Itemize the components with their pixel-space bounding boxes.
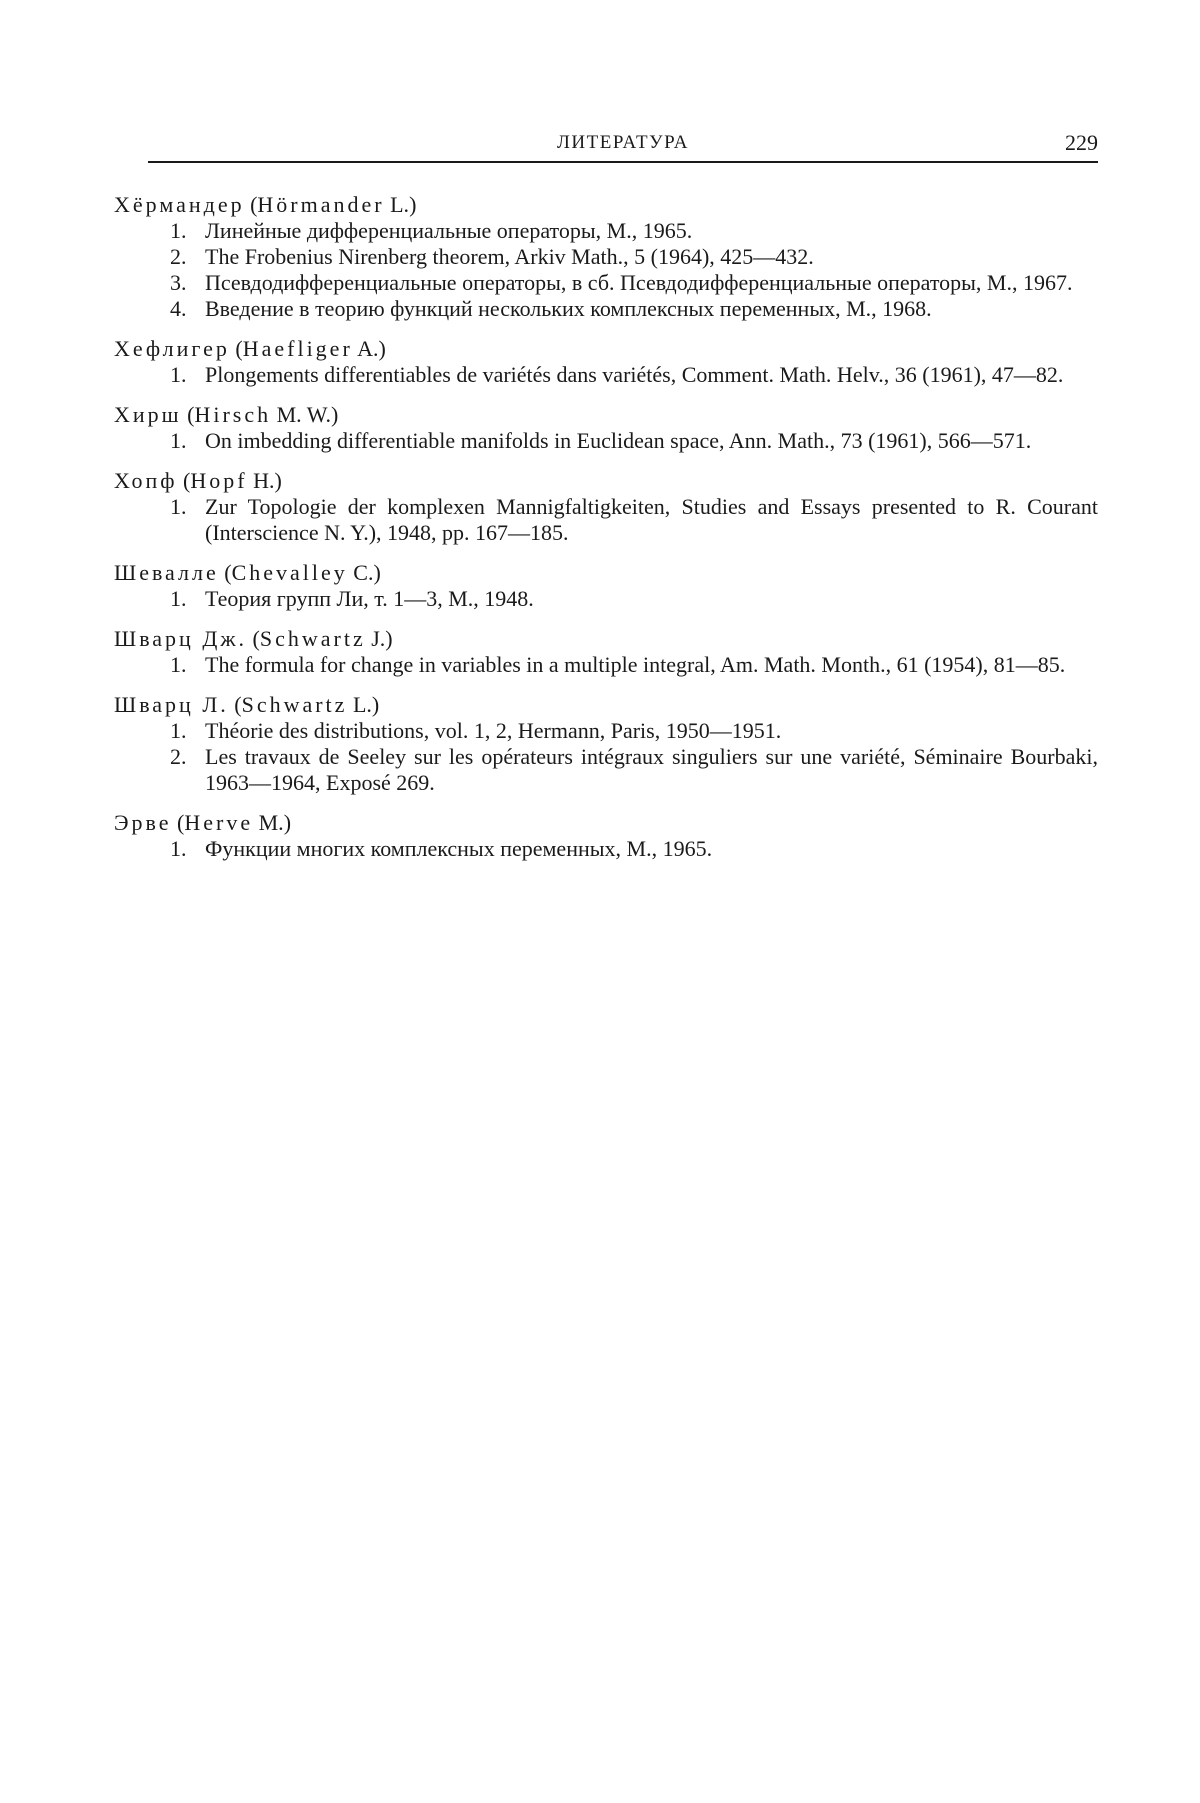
work-citation: Функции многих комплексных переменных, М., 1965. xyxy=(205,836,713,861)
work-citation: Линейные дифференциальные операторы, М., 1965. xyxy=(205,218,693,243)
running-title: ЛИТЕРАТУРА xyxy=(557,132,689,153)
author-initials: H. xyxy=(253,468,275,493)
author-surname-original: Schwartz xyxy=(241,692,348,717)
work-number: 2. xyxy=(170,744,187,769)
author-name-original xyxy=(257,192,409,217)
author-initials: L. xyxy=(390,192,410,217)
running-head xyxy=(148,128,1098,162)
author-name-russian: Хопф xyxy=(114,468,178,493)
author-heading: Эрве (Herve M.) xyxy=(114,810,292,835)
header-rule xyxy=(148,161,1098,163)
work-citation: Zur Topologie der komplexen Mannigfaltigkeiten, Studies and Essays presented to R. Courant (Interscience N. Y.), 1948, pp. 167—185. xyxy=(205,494,1098,545)
work-number: 1. xyxy=(170,362,187,387)
author-heading: Хопф (Hopf H.) xyxy=(114,468,282,493)
author-heading: Хефлигер (Haefliger A.) xyxy=(114,336,386,361)
author-name-russian: Шевалле xyxy=(114,560,219,585)
author-surname-original: Hirsch xyxy=(194,402,272,427)
author-heading: Шварц Дж. (Schwartz J.) xyxy=(114,626,393,651)
author-surname-original: Schwartz xyxy=(259,626,366,651)
author-heading: Шварц Л. (Schwartz L.) xyxy=(114,692,380,717)
author-heading: Шевалле (Chevalley C.) xyxy=(114,560,381,585)
bibliography-entry xyxy=(114,692,1098,796)
work-item xyxy=(114,744,1098,796)
work-number: 4. xyxy=(170,296,187,321)
work-citation: Псевдодифференциальные операторы, в сб. Псевдодифференциальные операторы, М., 1967. xyxy=(205,270,1073,295)
author-name-original xyxy=(190,468,274,493)
work-number: 1. xyxy=(170,494,187,519)
author-name-russian: Хефлигер xyxy=(114,336,230,361)
work-item xyxy=(114,836,1098,862)
work-item xyxy=(114,296,1098,322)
work-number: 1. xyxy=(170,718,187,743)
works-list xyxy=(114,652,1098,678)
author-heading: Хёрмандер (Hörmander L.) xyxy=(114,192,417,217)
author-surname-original: Herve xyxy=(184,810,254,835)
author-name-russian: Шварц Л. xyxy=(114,692,229,717)
author-initials: A. xyxy=(357,336,379,361)
author-name-original xyxy=(232,560,374,585)
author-name-original xyxy=(242,692,372,717)
work-citation: The Frobenius Nirenberg theorem, Arkiv Math., 5 (1964), 425—432. xyxy=(205,244,814,269)
work-citation: Théorie des distributions, vol. 1, 2, Hermann, Paris, 1950—1951. xyxy=(205,718,782,743)
bibliography-entry xyxy=(114,402,1098,454)
bibliography-entry xyxy=(114,810,1098,862)
works-list xyxy=(114,362,1098,388)
work-item xyxy=(114,718,1098,744)
bibliography-entry xyxy=(114,560,1098,612)
author-heading: Хирш (Hirsch M. W.) xyxy=(114,402,339,427)
author-initials: C. xyxy=(353,560,374,585)
author-initials: M. W. xyxy=(276,402,332,427)
works-list xyxy=(114,494,1098,546)
work-number: 1. xyxy=(170,652,187,677)
works-list xyxy=(114,428,1098,454)
bibliography-list xyxy=(114,192,1098,876)
works-list xyxy=(114,218,1098,322)
bibliography-entry xyxy=(114,192,1098,322)
author-surname-original: Haefliger xyxy=(242,336,353,361)
author-initials: J. xyxy=(371,626,386,651)
work-item xyxy=(114,244,1098,270)
author-name-original xyxy=(243,336,379,361)
work-citation: Введение в теорию функций нескольких комплексных переменных, М., 1968. xyxy=(205,296,932,321)
page-number: 229 xyxy=(1065,130,1098,155)
work-citation: Теория групп Ли, т. 1—3, М., 1948. xyxy=(205,586,534,611)
works-list xyxy=(114,718,1098,796)
work-number: 1. xyxy=(170,218,187,243)
work-item xyxy=(114,652,1098,678)
author-surname-original: Chevalley xyxy=(231,560,348,585)
author-name-russian: Эрве xyxy=(114,810,172,835)
author-surname-original: Hörmander xyxy=(257,192,385,217)
work-item xyxy=(114,218,1098,244)
work-number: 3. xyxy=(170,270,187,295)
work-citation: Plongements differentiables de variétés dans variétés, Comment. Math. Helv., 36 (1961), 47—82. xyxy=(205,362,1064,387)
author-name-russian: Хёрмандер xyxy=(114,192,245,217)
work-number: 1. xyxy=(170,836,187,861)
work-item xyxy=(114,586,1098,612)
work-item xyxy=(114,362,1098,388)
author-initials: L. xyxy=(352,692,372,717)
works-list xyxy=(114,586,1098,612)
work-item xyxy=(114,494,1098,546)
work-citation: Les travaux de Seeley sur les opérateurs intégraux singuliers sur une variété, Séminaire Bourbaki, 1963—1964, Exposé 269. xyxy=(205,744,1098,795)
author-name-original xyxy=(194,402,331,427)
author-name-russian: Хирш xyxy=(114,402,182,427)
work-item xyxy=(114,428,1098,454)
bibliography-entry xyxy=(114,468,1098,546)
work-citation: On imbedding differentiable manifolds in Euclidean space, Ann. Math., 73 (1961), 566—571. xyxy=(205,428,1032,453)
work-citation: The formula for change in variables in a multiple integral, Am. Math. Month., 61 (1954), 81—85. xyxy=(205,652,1066,677)
author-surname-original: Hopf xyxy=(190,468,248,493)
author-initials: M. xyxy=(258,810,284,835)
bibliography-entry xyxy=(114,626,1098,678)
work-number: 1. xyxy=(170,428,187,453)
work-number: 2. xyxy=(170,244,187,269)
work-number: 1. xyxy=(170,586,187,611)
works-list xyxy=(114,836,1098,862)
work-item xyxy=(114,270,1098,296)
author-name-russian: Шварц Дж. xyxy=(114,626,248,651)
bibliography-entry xyxy=(114,336,1098,388)
author-name-original xyxy=(260,626,385,651)
author-name-original xyxy=(184,810,283,835)
